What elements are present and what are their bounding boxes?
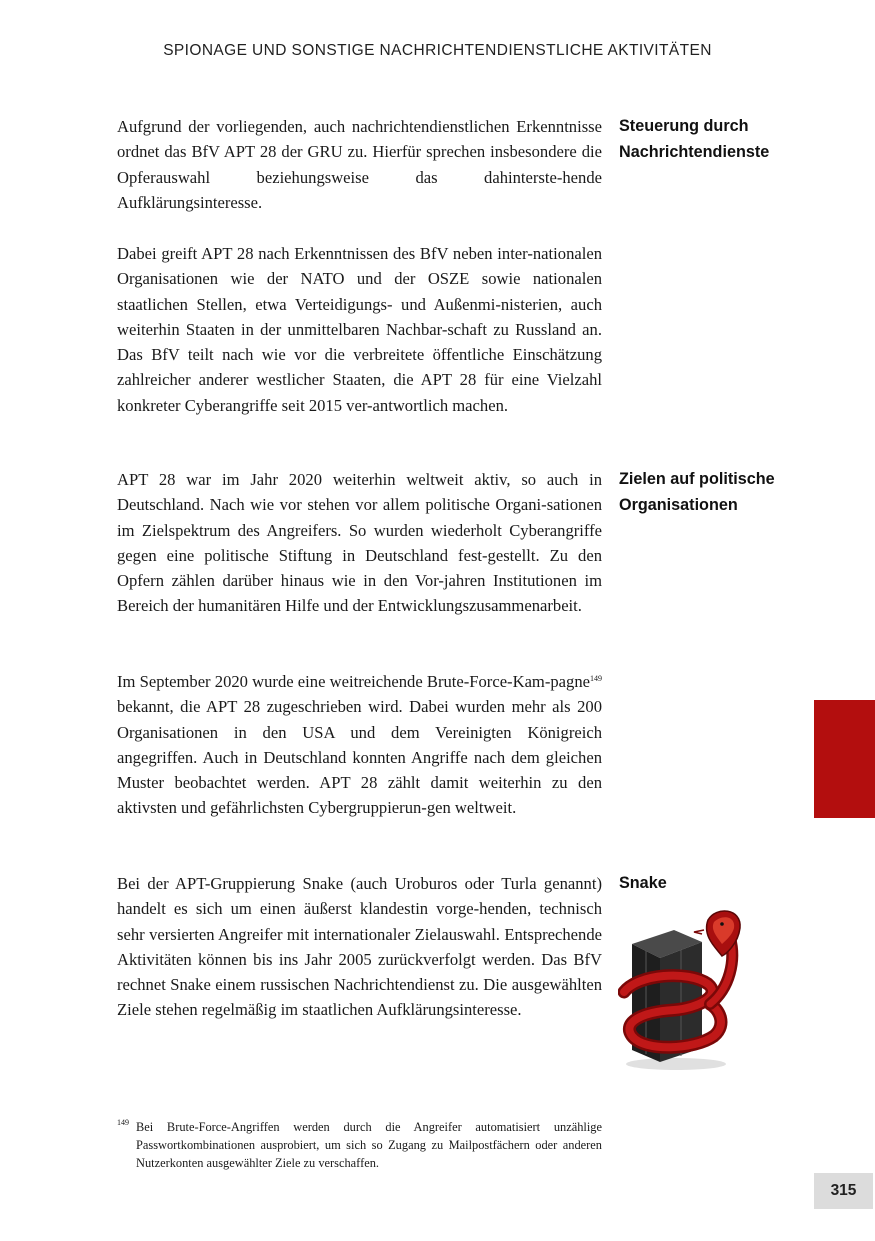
side-heading-line: Zielen auf politische (619, 470, 775, 488)
paragraph-brute-force-campaign (117, 669, 602, 821)
snake-illustration (618, 904, 742, 1072)
paragraph-text-part: Im September 2020 wurde eine weitreichende Brute-Force-Kam-pagne (117, 672, 590, 691)
footnote-reference[interactable]: 149 (590, 674, 602, 683)
paragraph-attribution: Aufgrund der vorliegenden, auch nachrichtendienstlichen Erkenntnisse ordnet das BfV APT 28 der GRU zu. Hierfür sprechen insbesondere die Opferauswahl beziehungsweise das dahinterste-hende Aufklärungsinteresse. (117, 117, 602, 212)
side-heading-steering (619, 114, 849, 165)
paragraph-snake: Bei der APT-Gruppierung Snake (auch Uroburos oder Turla genannt) handelt es sich um einen äußerst klandestin vorge-henden, technisch sehr versierten Angreifer mit internationaler Zielauswahl. Entsprechende Aktivitäten können bis ins Jahr 2005 zurückverfolgt werden. Das BfV rechnet Snake einem russischen Nachrichtendienst zu. Die ausgewählten Ziele stehen regelmäßig im staatlichen Aufklärungsinteresse. (117, 874, 602, 1020)
paragraph-text-part: bekannt, die APT 28 zugeschrieben wird. Dabei wurden mehr als 200 Organisationen in den USA und dem Vereinigten Königreich angegriffen. Auch in Deutschland konnten Angriffe nach dem gleichen Muster beobachtet werden. APT 28 zählt damit weiterhin zu den aktivsten und gefährlichsten Cybergruppierun-gen weltweit. (117, 697, 602, 818)
footnote-number: 149 (117, 1118, 129, 1127)
running-header: SPIONAGE UND SONSTIGE NACHRICHTENDIENSTLICHE AKTIVITÄTEN (163, 42, 712, 59)
paragraph-political-organisations: APT 28 war im Jahr 2020 weiterhin weltweit aktiv, so auch in Deutschland. Nach wie vor stehen vor allem politische Organi-sationen im Zielspektrum des Angreifers. So wurden wiederholt Cyberangriffe gegen eine politische Stiftung in Deutschland fest-gestellt. Zu den Opfern zählen darüber hinaus wie in den Vor-jahren Institutionen im Bereich der humanitären Hilfe und der Entwicklungszusammenarbeit. (117, 470, 602, 616)
side-heading-line: Nachrichtendienste (619, 142, 770, 161)
side-heading-line: Steuerung durch (619, 117, 749, 135)
side-heading-snake: Snake (619, 874, 667, 892)
chapter-tab-marker (814, 700, 875, 818)
side-heading-political (619, 467, 849, 518)
footnote-text: Bei Brute-Force-Angriffen werden durch die Angreifer automatisiert unzählige Passwortkombinationen ausprobiert, um sich so Zugang zu Mailpostfächern oder anderen Nutzerkonten ausgewählter Ziele zu verschaffen. (136, 1120, 602, 1170)
footnote (117, 1118, 602, 1172)
side-heading-line: Organisationen (619, 495, 738, 514)
paragraph-targets: Dabei greift APT 28 nach Erkenntnissen des BfV neben inter-nationalen Organisationen wie der NATO und der OSZE sowie nationalen staatlichen Stellen, etwa Verteidigungs- und Außenmi-nisterien, auch weiterhin Staaten in der unmittelbaren Nachbar-schaft zu Russland an. Das BfV teilt nach wie vor die verbreitete öffentliche Einschätzung zahlreicher anderer westlicher Staaten, die APT 28 für eine Vielzahl konkreter Cyberangriffe seit 2015 ver-antwortlich machen. (117, 244, 602, 415)
page-number: 315 (814, 1173, 873, 1209)
